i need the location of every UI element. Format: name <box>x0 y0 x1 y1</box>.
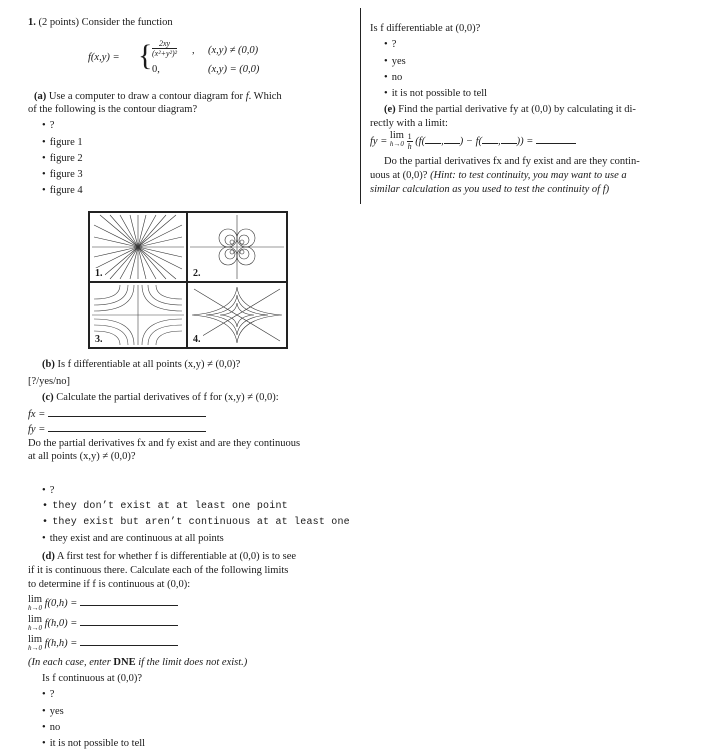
case1-condition: (x,y) ≠ (0,0) <box>208 45 259 56</box>
fy-arg4-input[interactable] <box>501 134 517 144</box>
limit-operator: lim h→0 <box>28 634 43 652</box>
part-c-option-continuous[interactable]: • they exist and are continuous at all points <box>42 532 224 545</box>
part-d-text-line3: to determine if f is continuous at (0,0): <box>28 579 191 590</box>
problem-header <box>28 16 173 29</box>
part-d-label: (d) <box>42 551 55 562</box>
part-a-option-figure4[interactable]: • figure 4 <box>42 184 83 197</box>
figure-label-4: 4. <box>193 334 201 345</box>
limit-operator: lim h→0 <box>389 130 404 148</box>
limit-fhh-input[interactable] <box>80 636 178 646</box>
fy-limit-row: fy = lim h→0 $\frac{1}{h}$ (f( , ) − f( , )) = <box>370 132 576 151</box>
part-a-option-blank[interactable]: • ? <box>42 119 54 132</box>
figure-2-graphic <box>188 213 286 281</box>
problem-number: 1. <box>28 17 36 28</box>
limit-operator: lim h→0 <box>28 614 43 632</box>
problem-intro: (2 points) Consider the function <box>38 17 173 28</box>
case2-value: 0, <box>152 64 160 75</box>
fy-label: fy = <box>28 424 46 435</box>
function-fraction <box>152 39 177 58</box>
part-b-question <box>42 358 240 371</box>
part-a-text-line2: of the following is the contour diagram? <box>28 104 198 115</box>
piecewise-brace: { <box>138 39 153 72</box>
part-b-label: (b) <box>42 359 55 370</box>
continuity-option-yes[interactable]: • yes <box>42 705 64 718</box>
limit-fh0-row <box>28 616 178 632</box>
fx-answer-row <box>28 407 206 421</box>
differentiability-option-blank[interactable]: • ? <box>384 38 396 51</box>
continuity-option-cannot-tell[interactable]: • it is not possible to tell <box>42 737 145 750</box>
limit-f0h-input[interactable] <box>80 596 178 606</box>
differentiability-option-cannot-tell[interactable]: • it is not possible to tell <box>384 87 487 100</box>
figure-label-3: 3. <box>95 334 103 345</box>
part-d-text1: A first test for whether f is differentiable at (0,0) is to see <box>56 551 297 562</box>
limit-fhh-row <box>28 636 178 652</box>
origin-continuity-q3: similar calculation as you used to test the continuity of f) <box>370 184 610 195</box>
part-e-label: (e) <box>384 104 396 115</box>
part-e-text-line1 <box>384 103 636 116</box>
column-divider <box>360 8 361 204</box>
fy-limit-label: fy = <box>370 135 388 147</box>
limit-fhh-label: f(h,h) = <box>44 638 78 649</box>
fx-answer-input[interactable] <box>48 407 206 417</box>
fy-arg3-input[interactable] <box>482 134 498 144</box>
fy-arg2-input[interactable] <box>444 134 460 144</box>
differentiability-option-yes[interactable]: • yes <box>384 55 406 68</box>
dne-note: (In each case, enter DNE if the limit does not exist.) <box>28 657 248 668</box>
part-a-text1b: . Which <box>248 91 282 102</box>
part-c-option-blank[interactable]: • ? <box>42 484 54 497</box>
part-c-text: Calculate the partial derivatives of f for (x,y) ≠ (0,0): <box>56 392 279 403</box>
part-a-option-figure1[interactable]: • figure 1 <box>42 136 83 149</box>
case2-condition: (x,y) = (0,0) <box>208 64 260 75</box>
continuity-question: Is f continuous at (0,0)? <box>42 673 143 684</box>
part-b-answer-field[interactable]: [?/yes/no] <box>28 376 70 387</box>
part-a-option-figure3[interactable]: • figure 3 <box>42 168 83 181</box>
part-a-label: (a) <box>34 91 47 102</box>
part-e-text1: Find the partial derivative fy at (0,0) by calculating it di- <box>398 104 636 115</box>
figure-label-1: 1. <box>95 268 103 279</box>
limit-fh0-input[interactable] <box>80 616 178 626</box>
part-c-continuity-q2: at all points (x,y) ≠ (0,0)? <box>28 451 136 462</box>
limit-fh0-label: f(h,0) = <box>44 618 78 629</box>
part-a-text-line1: (a) Use a computer to draw a contour diagram for f. Which <box>34 91 282 102</box>
contour-figure-grid <box>88 211 288 349</box>
fy-arg1-input[interactable] <box>425 134 441 144</box>
differentiability-option-no[interactable]: • no <box>384 71 402 84</box>
fy-result-input[interactable] <box>536 134 576 144</box>
one-over-h: $\frac{1}{h}$ <box>407 132 412 151</box>
part-c-option-dont-exist[interactable]: • they don’t exist at at least one point <box>42 500 288 513</box>
differentiability-question: Is f differentiable at (0,0)? <box>370 23 481 34</box>
continuity-option-no[interactable]: • no <box>42 721 60 734</box>
fraction-numerator: 2xy <box>152 39 177 49</box>
origin-continuity-q2: uous at (0,0)? (Hint: to test continuity, you may want to use a <box>370 170 627 181</box>
origin-continuity-q1: Do the partial derivatives fx and fy exist and are they contin- <box>384 156 640 167</box>
part-d-text-line2: if it is continuous there. Calculate each of the following limits <box>28 565 289 576</box>
function-lhs: f(x,y) = <box>88 52 120 63</box>
part-e-text-line2: rectly with a limit: <box>370 118 448 129</box>
fy-answer-input[interactable] <box>48 422 206 432</box>
limit-f0h-row <box>28 596 178 612</box>
fx-label: fx = <box>28 409 46 420</box>
part-a-option-figure2[interactable]: • figure 2 <box>42 152 83 165</box>
part-c-option-not-continuous[interactable]: • they exist but aren’t continuous at at least one <box>42 516 350 529</box>
part-d-text-line1 <box>42 550 296 563</box>
fy-answer-row <box>28 422 206 436</box>
part-c-continuity-q1: Do the partial derivatives fx and fy exist and are they continuous <box>28 438 301 449</box>
limit-operator: lim h→0 <box>28 594 43 612</box>
figure-label-2: 2. <box>193 268 201 279</box>
continuity-option-blank[interactable]: • ? <box>42 688 54 701</box>
part-b-text: Is f differentiable at all points (x,y) ≠ (0,0)? <box>57 359 241 370</box>
part-c-label: (c) <box>42 392 54 403</box>
part-a-text1: Use a computer to draw a contour diagram for <box>48 91 244 102</box>
part-c-question <box>42 391 279 404</box>
fraction-denominator: (x²+y²)² <box>152 49 178 58</box>
limit-f0h-label: f(0,h) = <box>44 598 78 609</box>
figure-4-graphic <box>188 283 286 347</box>
